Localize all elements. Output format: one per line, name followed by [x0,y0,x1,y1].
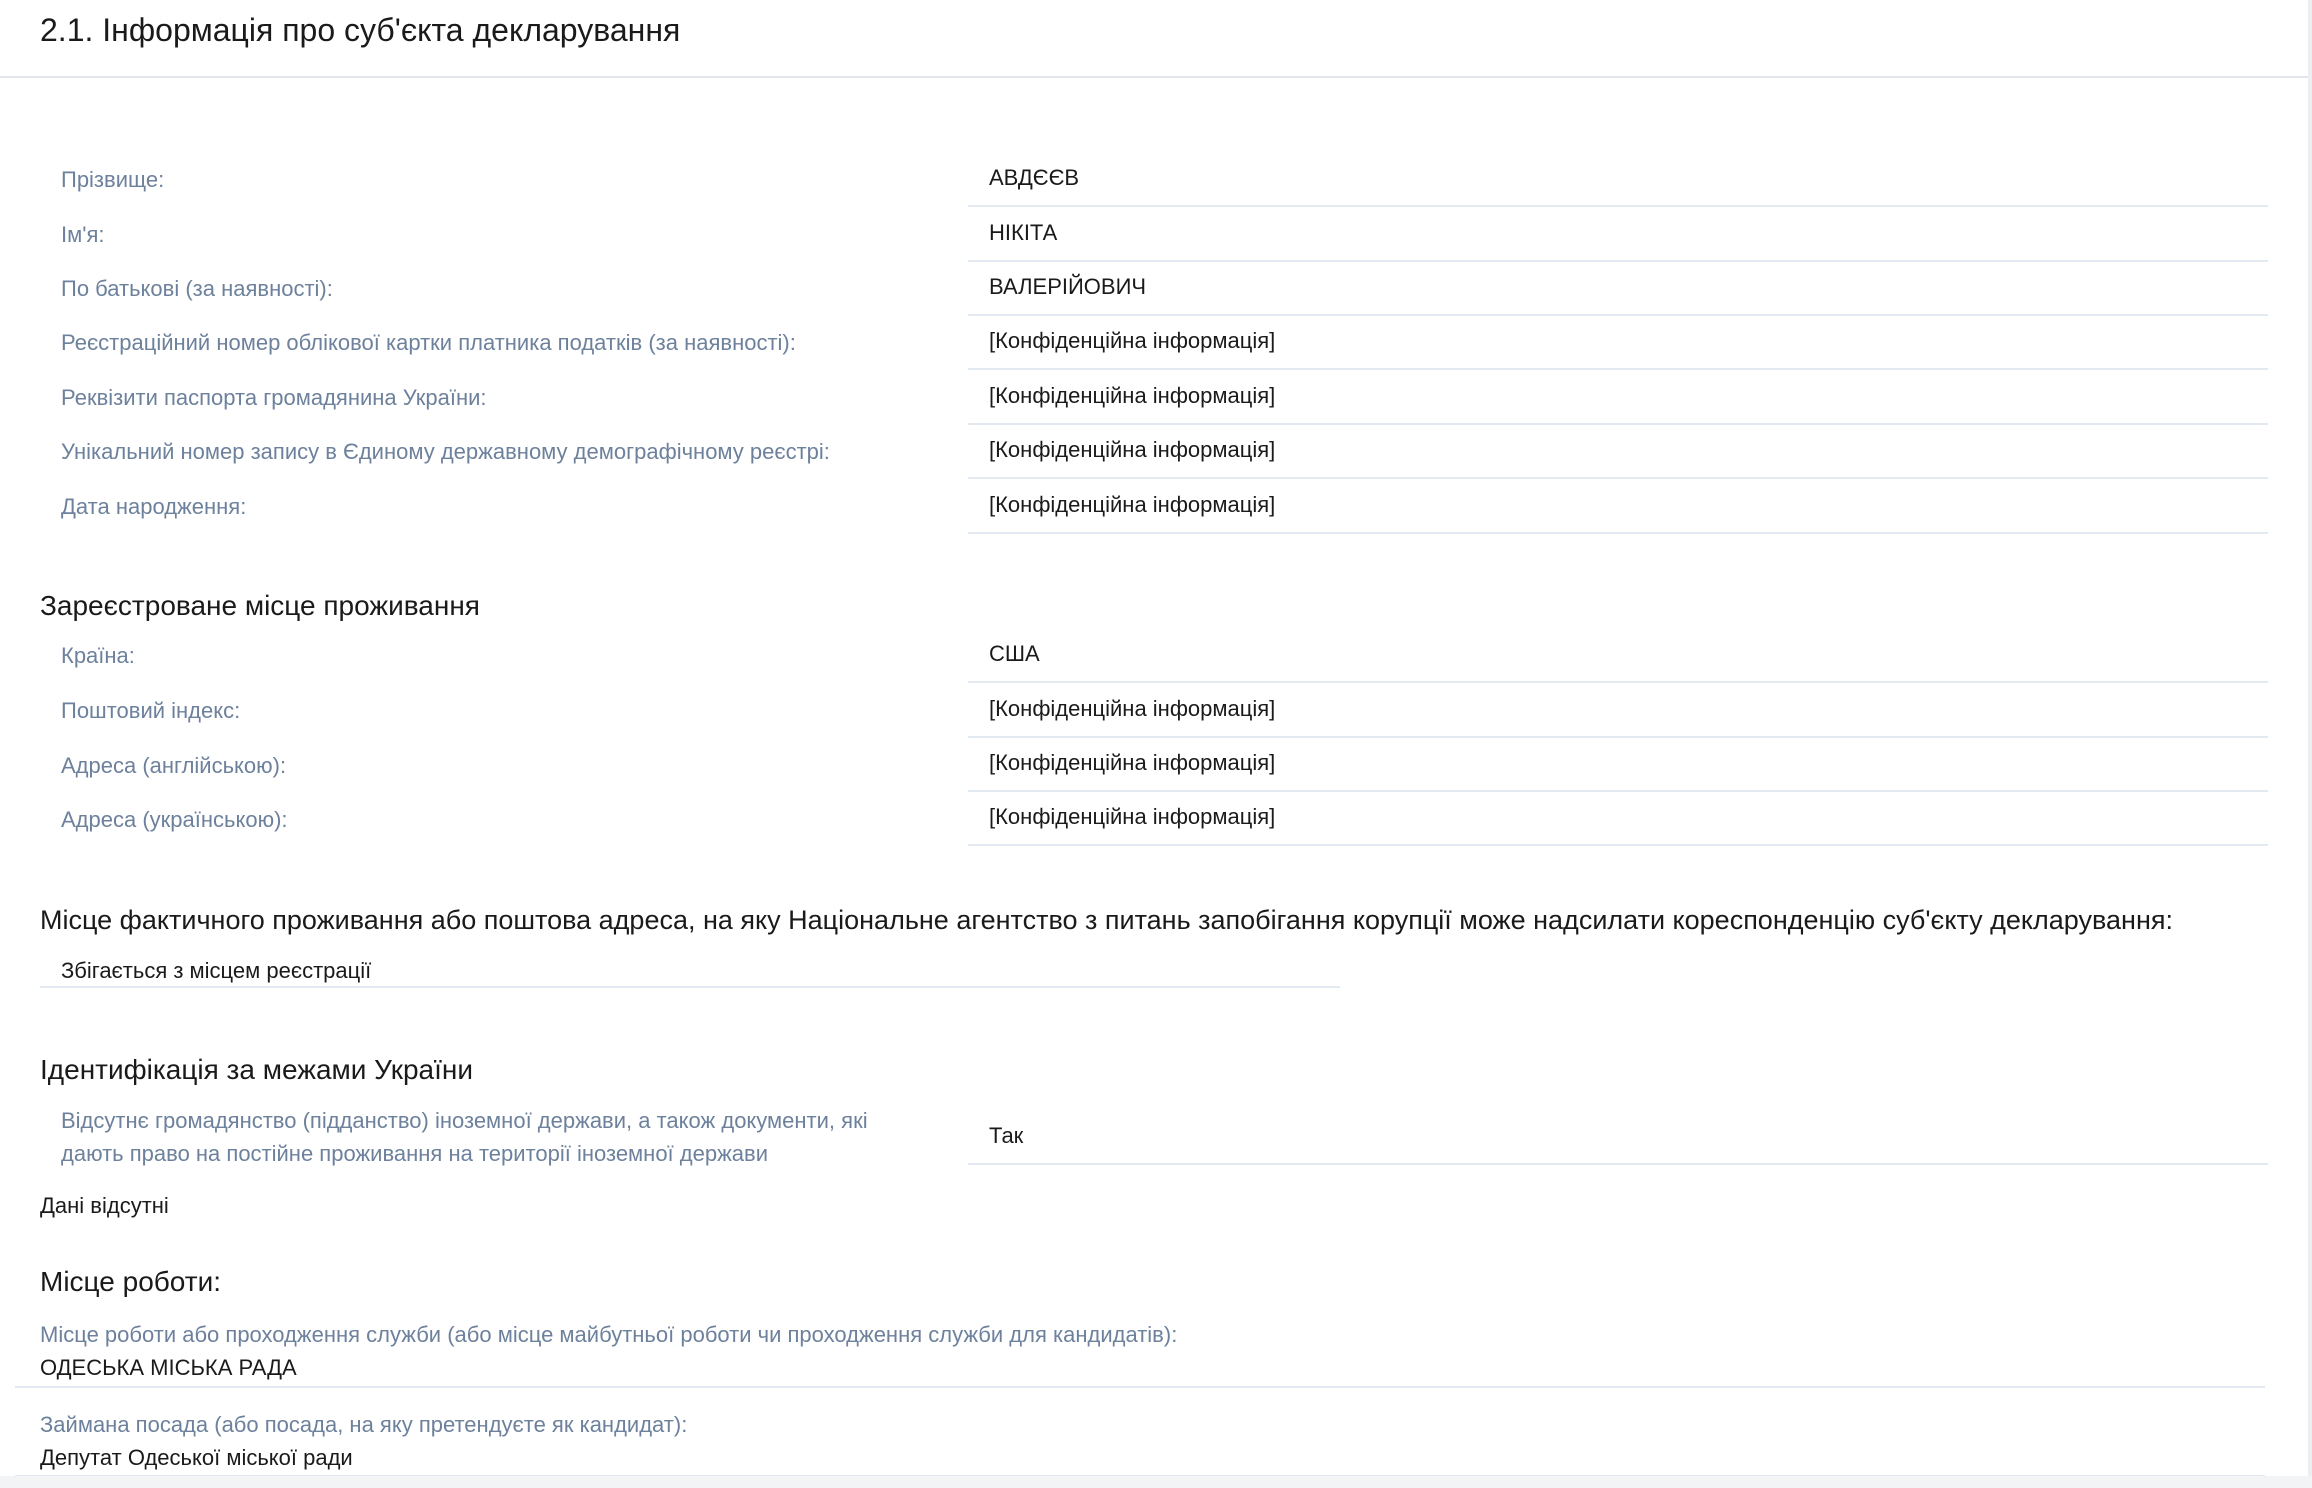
birth-date-value: [Конфіденційна інформація] [968,490,2268,534]
actual-address-divider [40,986,1340,988]
address-ukrainian-value: [Конфіденційна інформація] [968,802,2268,846]
birth-date-label: Дата народження: [61,494,247,519]
demographic-register-value: [Конфіденційна інформація] [968,435,2268,479]
no-data-text: Дані відсутні [40,1193,169,1218]
foreign-identification-title: Ідентифікація за межами України [40,1054,473,1085]
patronymic-value: ВАЛЕРІЙОВИЧ [968,272,2268,316]
passport-label: Реквізити паспорта громадянина України: [61,385,487,410]
country-value: США [968,639,2268,683]
no-foreign-citizenship-label-line1: Відсутнє громадянство (підданство) іноземної держави, а також документи, які [61,1108,868,1133]
work-title: Місце роботи: [40,1266,222,1297]
patronymic-label: По батькові (за наявності): [61,276,333,301]
position-value: Депутат Одеської міської ради [40,1445,353,1470]
scrollbar-track[interactable] [2308,0,2312,1488]
workplace-label: Місце роботи або проходження служби (або місце майбутньої роботи чи проходження служби для кандидатів): [40,1322,1178,1347]
no-foreign-citizenship-label-line2: дають право на постійне проживання на території іноземної держави [61,1141,769,1166]
address-english-value: [Конфіденційна інформація] [968,748,2268,792]
address-ukrainian-label: Адреса (українською): [61,807,288,832]
tax-number-label: Реєстраційний номер облікової картки платника податків (за наявності): [61,330,796,355]
first-name-label: Ім'я: [61,222,105,247]
workplace-value: ОДЕСЬКА МІСЬКА РАДА [40,1355,297,1380]
surname-value: АВДЄЄВ [968,163,2268,207]
demographic-register-label: Унікальний номер запису в Єдиному державному демографічному реєстрі: [61,439,830,464]
country-label: Країна: [61,643,135,668]
address-english-label: Адреса (англійською): [61,753,287,778]
postal-code-value: [Конфіденційна інформація] [968,694,2268,738]
registered-address-title: Зареєстроване місце проживання [40,590,480,621]
postal-code-label: Поштовий індекс: [61,698,241,723]
actual-address-value: Збігається з місцем реєстрації [61,958,372,983]
page-title: 2.1. Інформація про суб'єкта декларування [40,12,681,48]
surname-label: Прізвище: [61,167,165,192]
section-header [0,0,2312,78]
passport-value: [Конфіденційна інформація] [968,381,2268,425]
actual-address-title: Місце фактичного проживання або поштова адреса, на яку Національне агентство з питань запобігання корупції може надсилати кореспонденцію суб'єкту декларування: [40,905,2173,935]
position-label: Займана посада (або посада, на яку претендуєте як кандидат): [40,1412,688,1437]
bottom-edge [0,1476,2312,1488]
tax-number-value: [Конфіденційна інформація] [968,326,2268,370]
no-foreign-citizenship-value: Так [968,1121,2268,1165]
first-name-value: НІКІТА [968,218,2268,262]
workplace-divider [15,1386,2265,1388]
